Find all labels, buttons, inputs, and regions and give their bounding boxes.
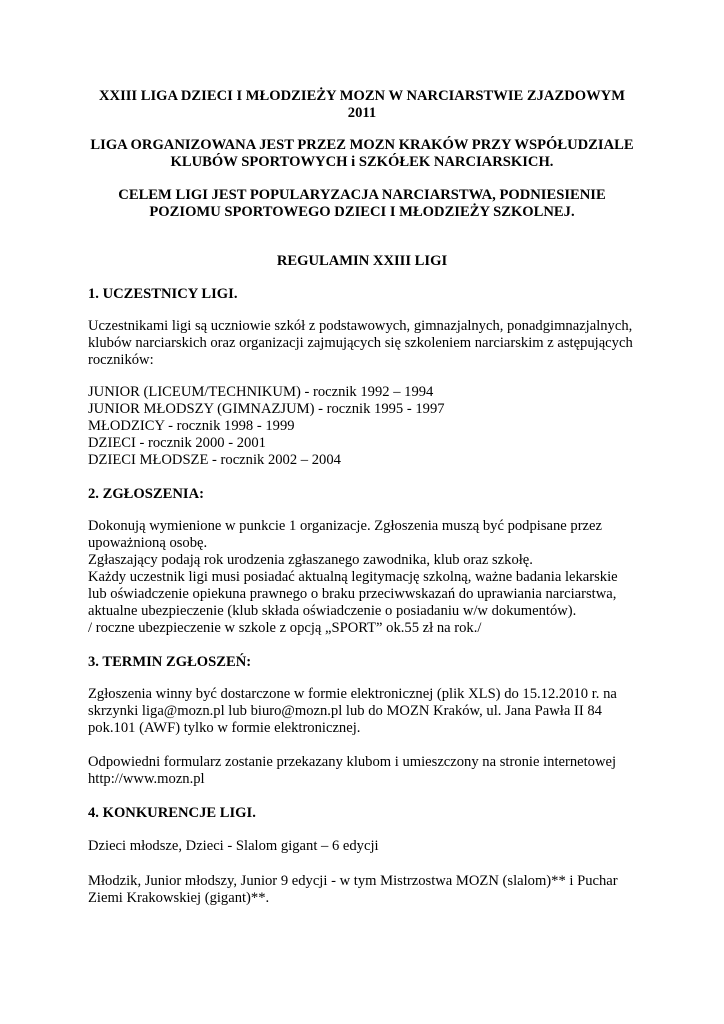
section-2-heading: 2. ZGŁOSZENIA: xyxy=(88,486,204,502)
section-2-line: Dokonują wymienione w punkcie 1 organizacje. Zgłoszenia muszą być podpisane przez xyxy=(88,518,602,534)
organizer-line-1: LIGA ORGANIZOWANA JEST PRZEZ MOZN KRAKÓW PRZY WSPÓŁUDZIALE xyxy=(90,137,634,153)
section-4-heading: 4. KONKURENCJE LIGI. xyxy=(88,805,256,821)
document-title-line-1: XXIII LIGA DZIECI I MŁODZIEŻY MOZN W NARCIARSTWIE ZJAZDOWYM xyxy=(98,88,625,104)
section-4-line: Młodzik, Junior młodszy, Junior 9 edycji - w tym Mistrzostwa MOZN (slalom)** i Puchar xyxy=(88,873,618,889)
category-item-junior-mlodszy: JUNIOR MŁODSZY (GIMNAZJUM) - rocznik 1995 - 1997 xyxy=(88,401,445,417)
section-2-line: Każdy uczestnik ligi musi posiadać aktualną legitymację szkolną, ważne badania lekarskie xyxy=(88,569,618,585)
section-3-heading: 3. TERMIN ZGŁOSZEŃ: xyxy=(88,654,252,670)
section-2-line: Zgłaszający podają rok urodzenia zgłaszanego zawodnika, klub oraz szkołę. xyxy=(88,552,533,568)
section-4-line: Ziemi Krakowskiej (gigant)**. xyxy=(88,890,270,906)
section-2-line: lub oświadczenie opiekuna prawnego o braku przeciwwskazań do uprawiania narciarstwa, xyxy=(88,586,617,602)
goal-line-1: CELEM LIGI JEST POPULARYZACJA NARCIARSTWA, PODNIESIENIE xyxy=(118,187,606,203)
section-3-line: pok.101 (AWF) tylko w formie elektronicznej. xyxy=(88,720,361,736)
goal-line-2: POZIOMU SPORTOWEGO DZIECI I MŁODZIEŻY SZKOLNEJ. xyxy=(149,204,575,220)
section-1-paragraph-line: Uczestnikami ligi są uczniowie szkół z podstawowych, gimnazjalnych, ponadgimnazjalnych, xyxy=(88,318,633,334)
section-4-line: Dzieci młodsze, Dzieci - Slalom gigant – 6 edycji xyxy=(88,838,379,854)
section-1-heading: 1. UCZESTNICY LIGI. xyxy=(88,286,238,302)
website-url: http://www.mozn.pl xyxy=(88,771,205,787)
section-1-paragraph-line: klubów narciarskich oraz organizacji zajmujących się szkoleniem narciarskim z astępujących xyxy=(88,335,633,351)
category-item-dzieci-mlodsze: DZIECI MŁODSZE - rocznik 2002 – 2004 xyxy=(88,452,341,468)
organizer-line-2: KLUBÓW SPORTOWYCH i SZKÓŁEK NARCIARSKICH. xyxy=(170,154,554,170)
category-item-mlodzicy: MŁODZICY - rocznik 1998 - 1999 xyxy=(88,418,295,434)
regulation-title: REGULAMIN XXIII LIGI xyxy=(276,253,448,269)
category-item-junior: JUNIOR (LICEUM/TECHNIKUM) - rocznik 1992 – 1994 xyxy=(88,384,434,400)
section-2-line: / roczne ubezpieczenie w szkole z opcją „SPORT” ok.55 zł na rok./ xyxy=(88,620,482,636)
document-title-line-2: 2011 xyxy=(347,105,377,121)
section-2-line: aktualne ubezpieczenie (klub składa oświadczenie o posiadaniu w/w dokumentów). xyxy=(88,603,577,619)
section-1-paragraph-line: roczników: xyxy=(88,352,154,368)
section-3-line: Zgłoszenia winny być dostarczone w formie elektronicznej (plik XLS) do 15.12.2010 r. na xyxy=(88,686,617,702)
category-item-dzieci: DZIECI - rocznik 2000 - 2001 xyxy=(88,435,266,451)
section-3-line: skrzynki liga@mozn.pl lub biuro@mozn.pl lub do MOZN Kraków, ul. Jana Pawła II 84 xyxy=(88,703,602,719)
section-2-line: upoważnioną osobę. xyxy=(88,535,208,551)
section-3-line: Odpowiedni formularz zostanie przekazany klubom i umieszczony na stronie internetowej xyxy=(88,754,617,770)
